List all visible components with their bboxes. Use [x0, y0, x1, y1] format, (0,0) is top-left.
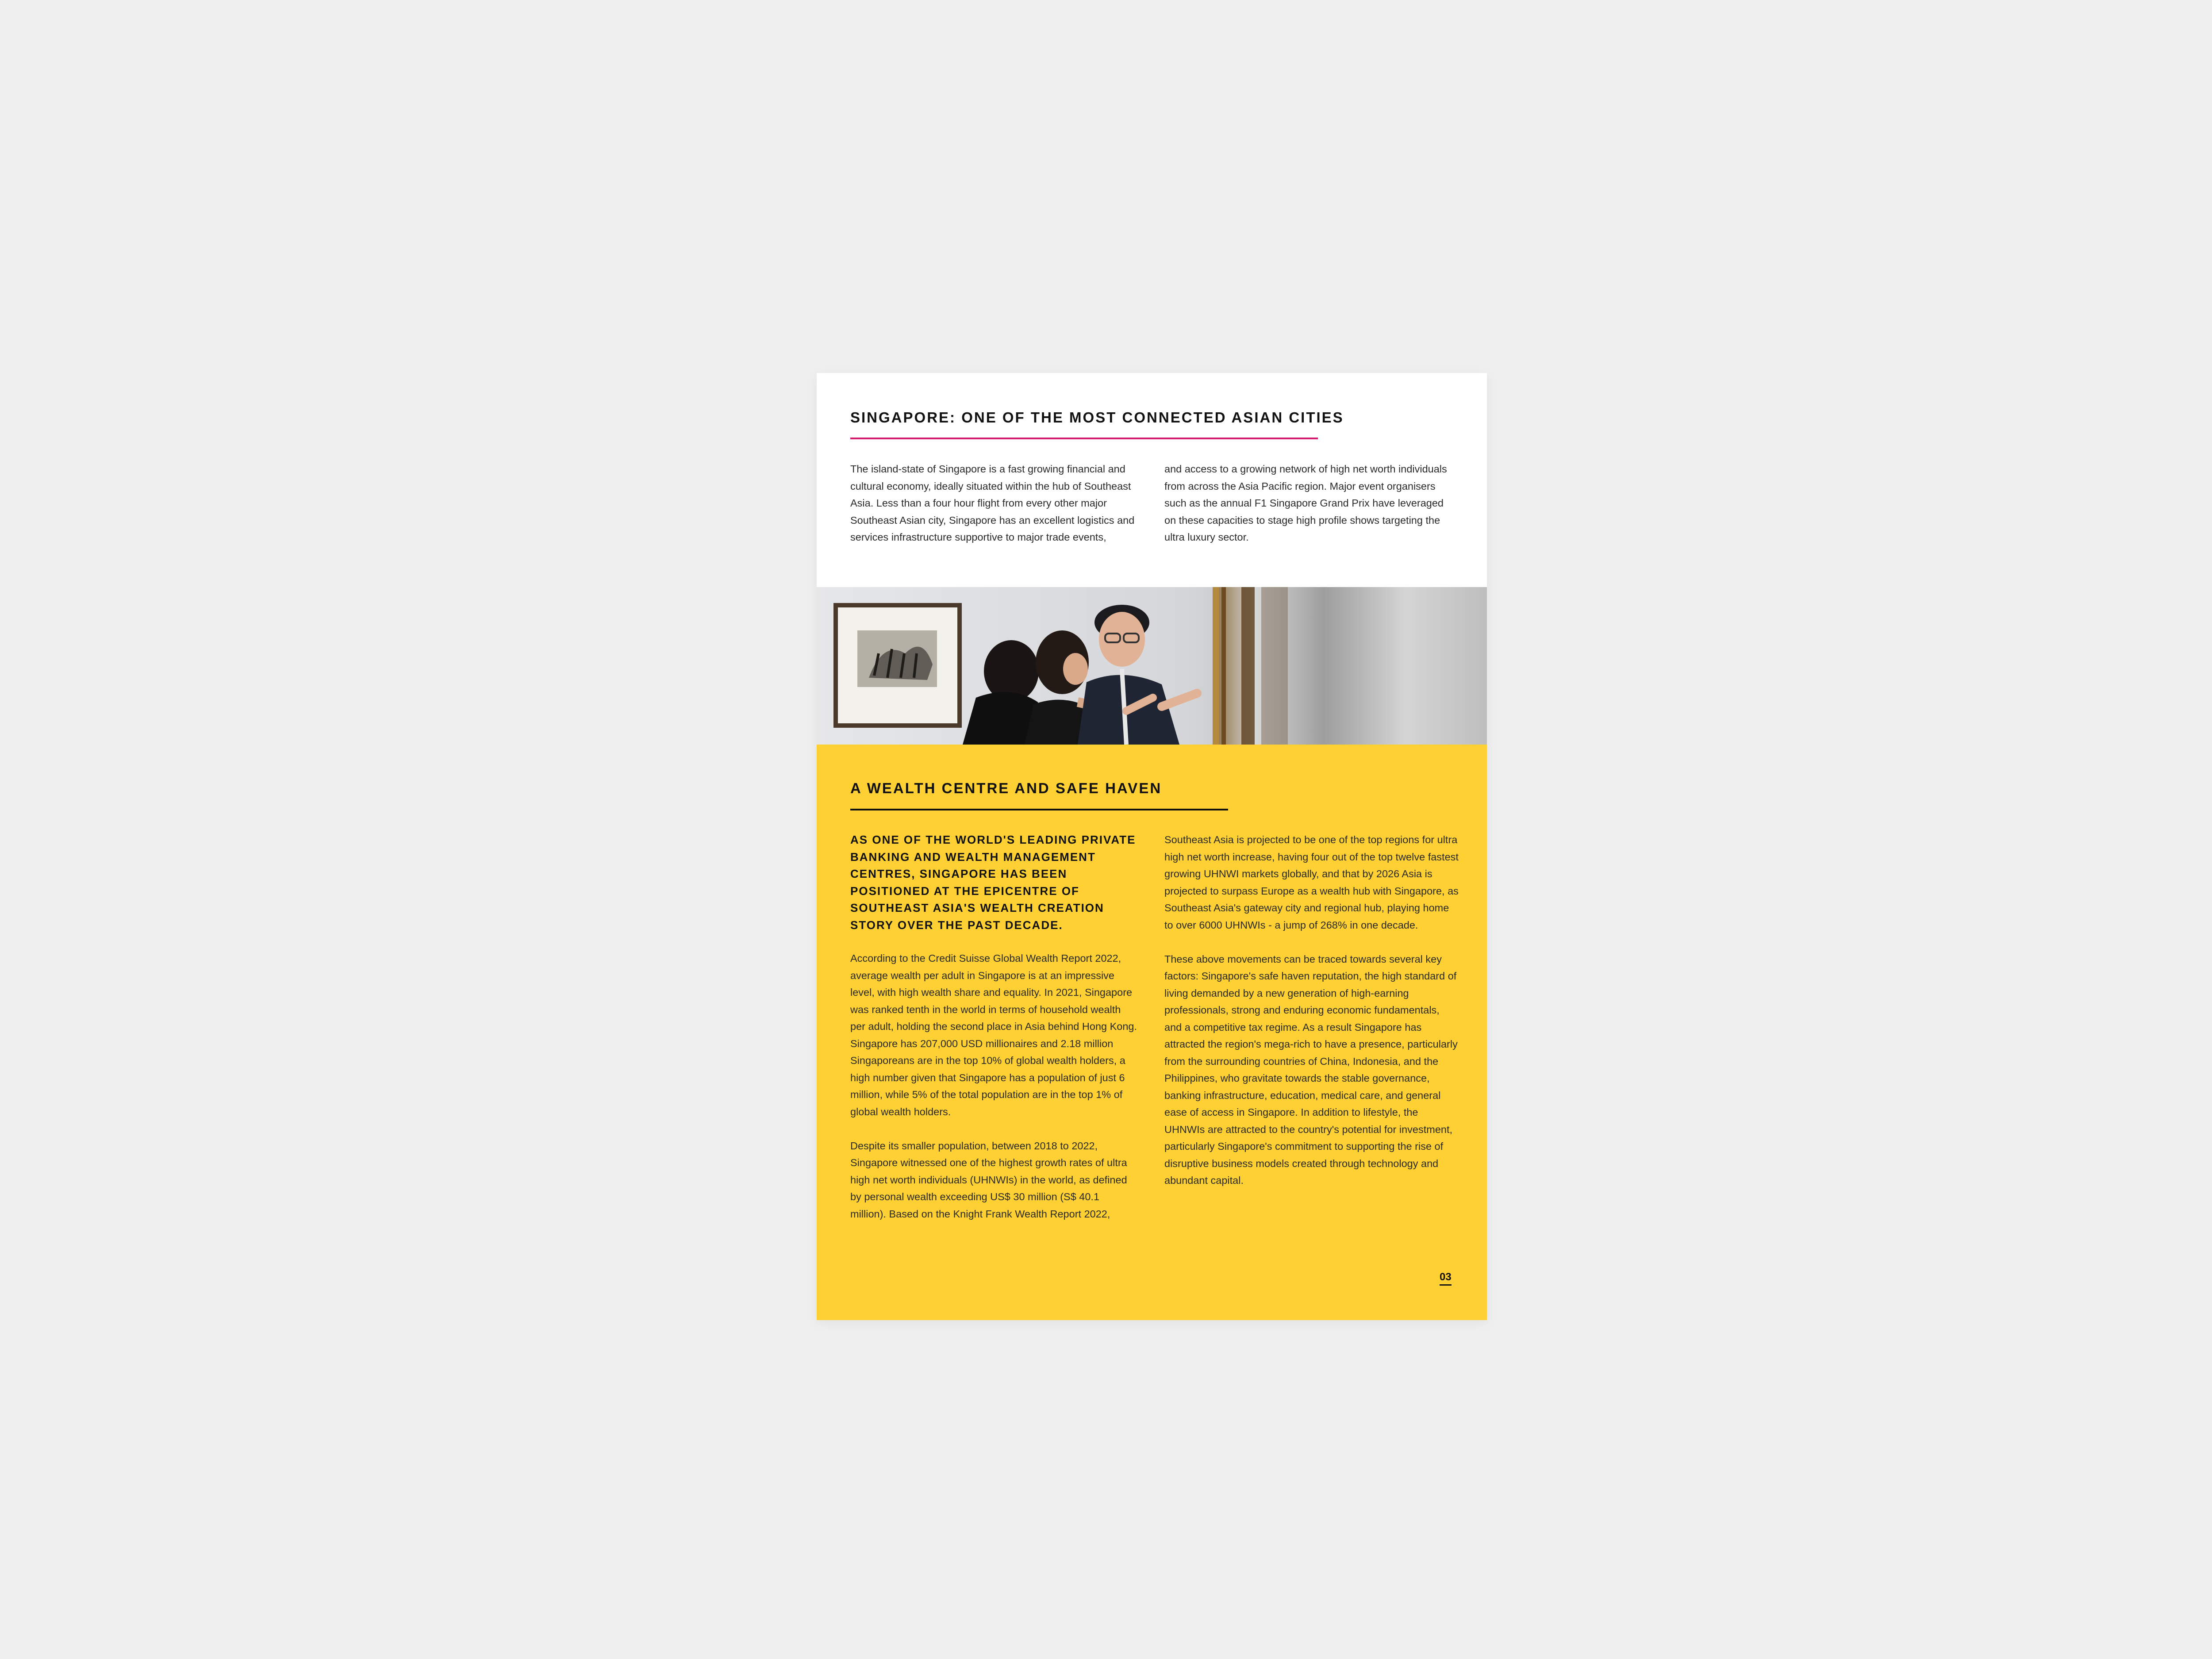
- section-title-wealth-centre: A WEALTH CENTRE AND SAFE HAVEN: [850, 780, 1162, 796]
- wealth-section: [817, 745, 1487, 1320]
- wealth-paragraph: According to the Credit Suisse Global Wealth Report 2022, average wealth per adult in Singapore is at an impressive level, with high wealth share and equality. In 2021, Singapore was ranked tenth in the world in terms of household wealth per adult, holding the second place in Asia behind Hong Kong. Singapore has 207,000 USD millionaires and 2.18 million Singaporeans are in the top 10% of global wealth holders, a high number given that Singapore has a population of just 6 million, while 5% of the total population are in the top 1% of global wealth holders.: [850, 952, 1137, 1118]
- gallery-photo-illustration: [817, 587, 1487, 745]
- page-number: 03: [1440, 1271, 1452, 1286]
- section-title-connected-cities: SINGAPORE: ONE OF THE MOST CONNECTED ASIAN CITIES: [850, 409, 1344, 426]
- intro-paragraph-left: The island-state of Singapore is a fast growing financial and cultural economy, ideally situated within the hub of Southeast Asia. Less than a four hour flight from every other major Southeast Asian city, Singapore has an excellent logistics and services infrastructure supportive to major trade events,: [850, 463, 1135, 543]
- gallery-photo: [817, 587, 1487, 745]
- intro-section: [817, 373, 1487, 587]
- title-underline: [850, 438, 1318, 439]
- document-page: [817, 373, 1487, 1320]
- wealth-column-left: [850, 950, 1138, 1240]
- wealth-paragraph: Despite its smaller population, between 2018 to 2022, Singapore witnessed one of the highest growth rates of ultra high net worth individuals (UHNWIs) in the world, as defined by personal wealth exceeding US$ 30 million (S$ 40.1 million). Based on the Knight Frank Wealth Report 2022,: [850, 1140, 1127, 1220]
- lead-statement: AS ONE OF THE WORLD'S LEADING PRIVATE BANKING AND WEALTH MANAGEMENT CENTRES, SINGAPORE HAS BEEN POSITIONED AT THE EPICENTRE OF SOUTHEAST ASIA'S WEALTH CREATION STORY OVER THE PAST DECADE.: [850, 833, 1136, 932]
- title-underline: [850, 809, 1228, 810]
- wealth-paragraph: Southeast Asia is projected to be one of the top regions for ultra high net worth increase, having four out of the top twelve fastest growing UHNWI markets globally, and that by 2026 Asia is projected to surpass Europe as a wealth hub with Singapore, as Southeast Asia's gateway city and regional hub, playing home to over 6000 UHNWIs - a jump of 268% in one decade.: [1164, 834, 1459, 931]
- intro-column-right: [1164, 461, 1456, 546]
- wealth-paragraph: These above movements can be traced towards several key factors: Singapore's safe haven reputation, the high standard of living demanded by a new generation of high-earning professionals, strong and enduring economic fundamentals, and a competitive tax regime. As a result Singapore has attracted the region's mega-rich to have a presence, particularly from the surrounding countries of China, Indonesia, and the Philippines, who gravitate towards the stable governance, banking infrastructure, education, medical care, and general ease of access in Singapore. In addition to lifestyle, the UHNWIs are attracted to the country's potential for investment, particularly Singapore's commitment to supporting the rise of disruptive business models created through technology and abundant capital.: [1164, 953, 1458, 1186]
- intro-column-left: [850, 461, 1138, 546]
- wealth-column-right: [1164, 831, 1459, 1206]
- intro-paragraph-right: and access to a growing network of high net worth individuals from across the Asia Pacific region. Major event organisers such as the annual F1 Singapore Grand Prix have leveraged on these capacities to stage high profile shows targeting the ultra luxury sector.: [1164, 463, 1447, 543]
